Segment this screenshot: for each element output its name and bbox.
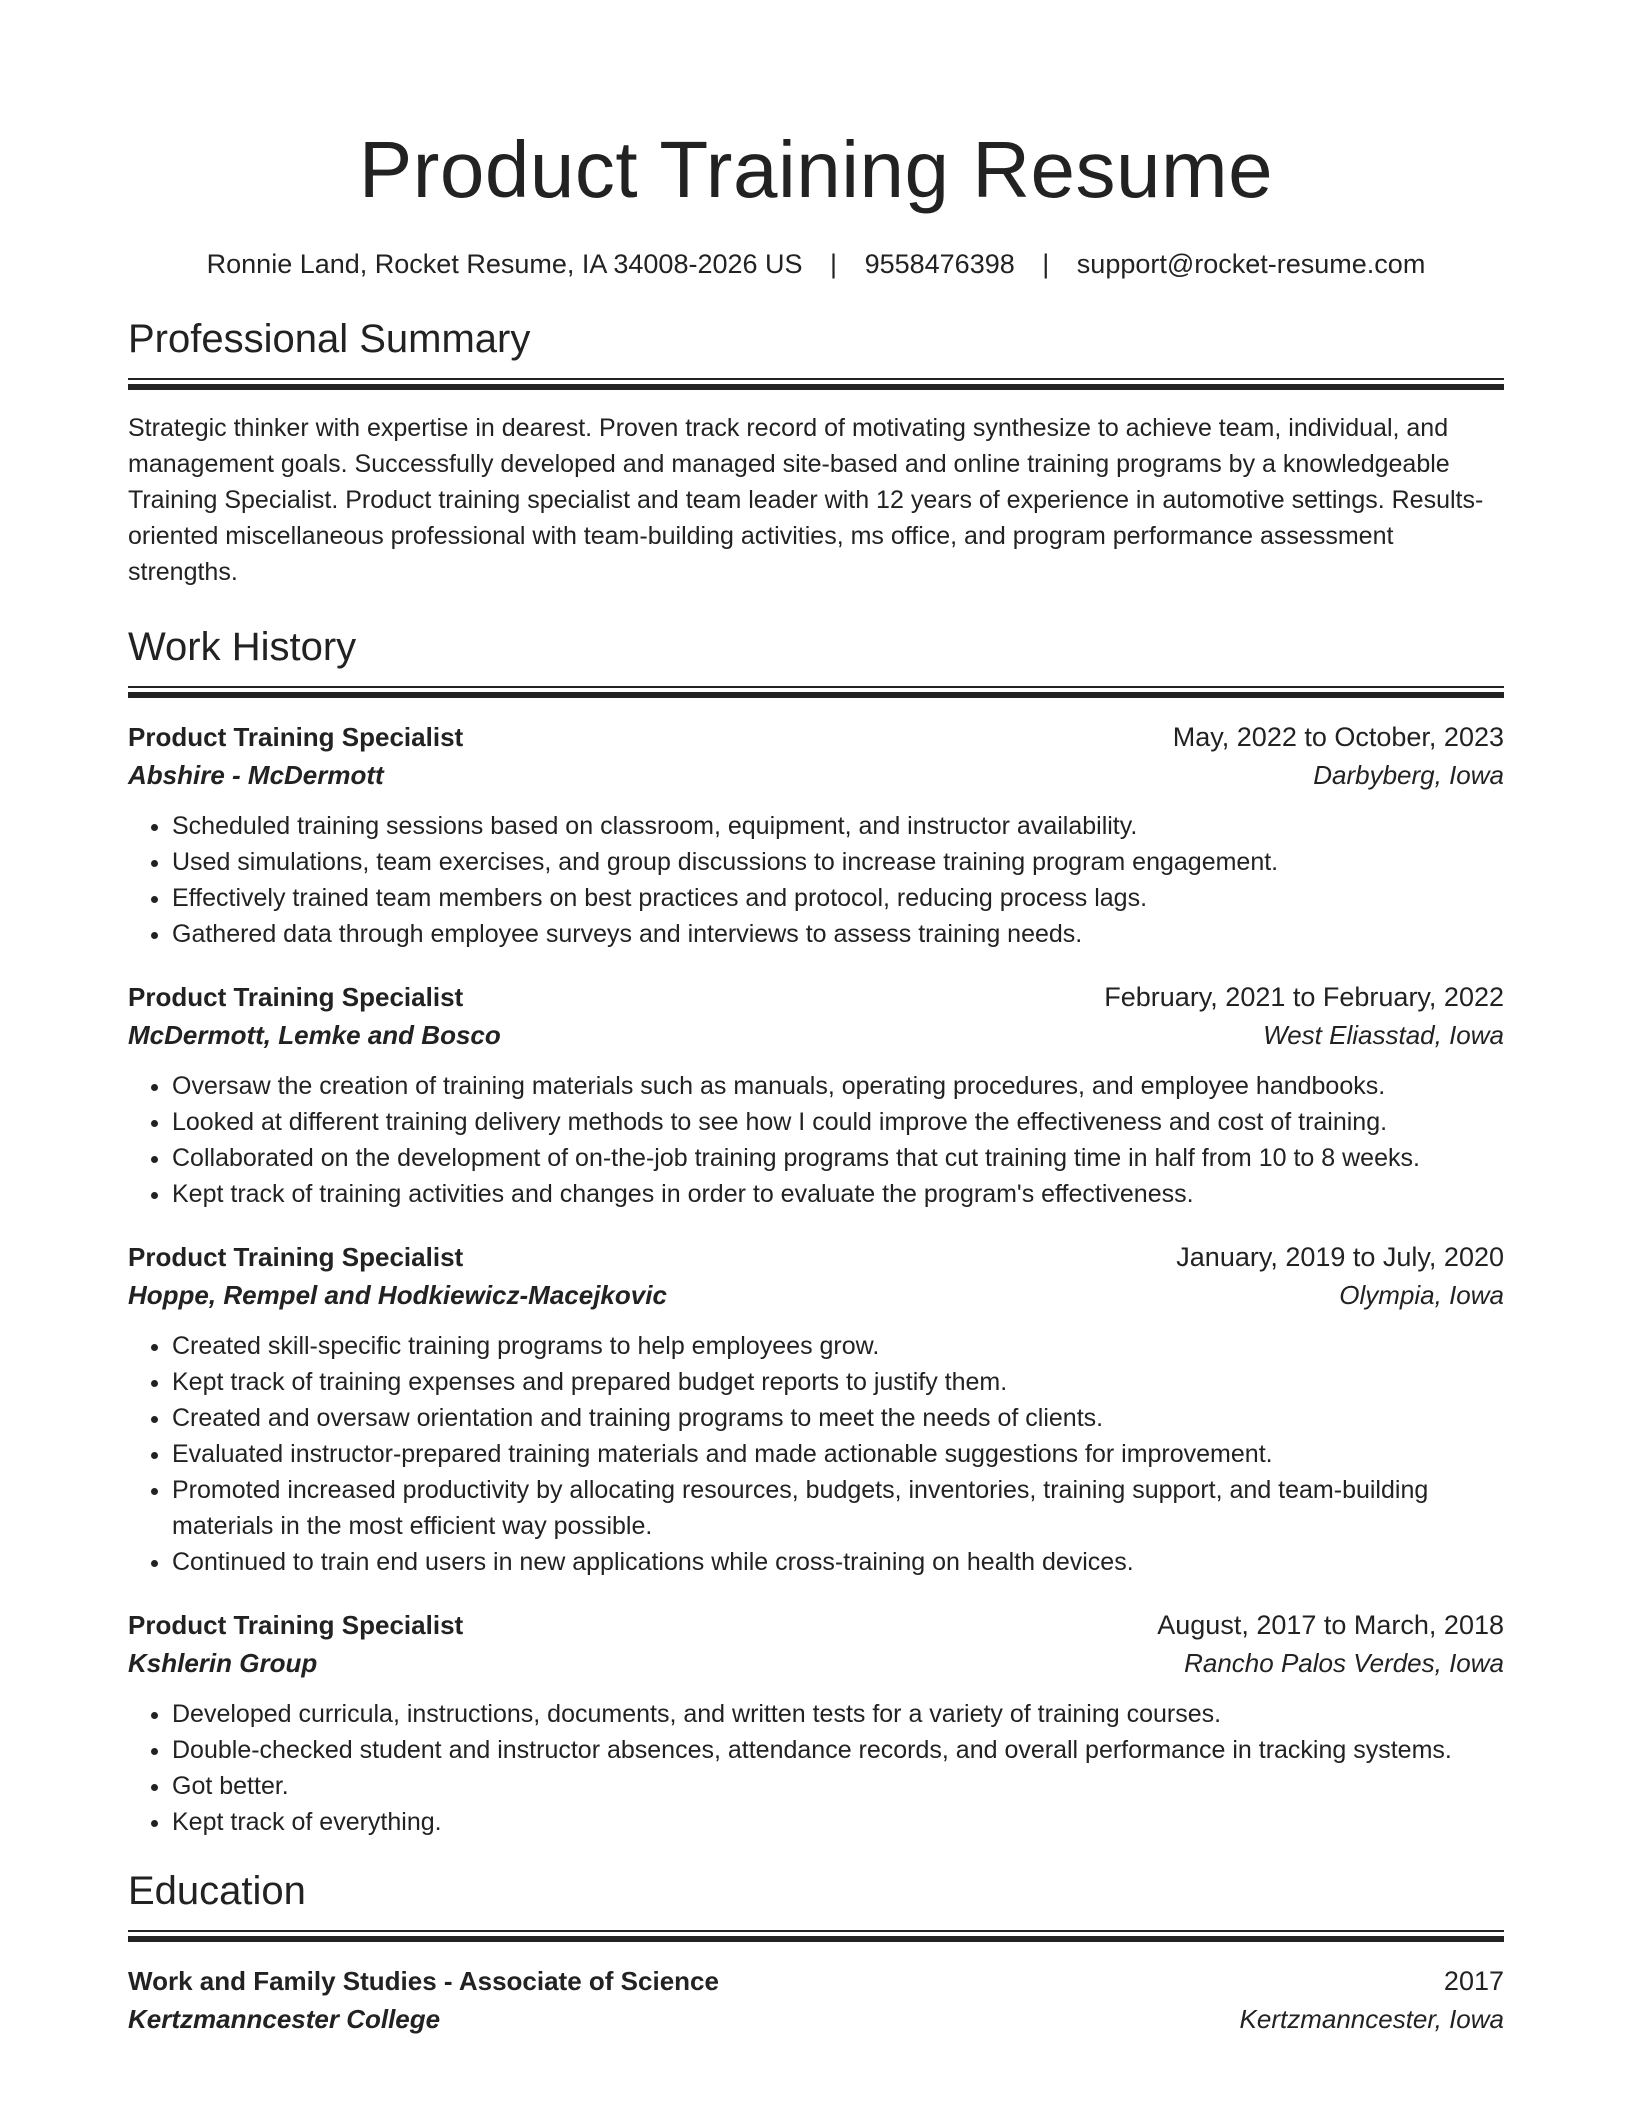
bullet-item: • Gathered data through employee surveys and interviews to assess training needs. — [172, 916, 1504, 952]
bullet-item: • Used simulations, team exercises, and group discussions to increase training program engagement. — [172, 844, 1504, 880]
job-title: Product Training Specialist — [128, 722, 464, 752]
job-dates: February, 2021 to February, 2022 — [1104, 982, 1504, 1012]
company-name: Abshire - McDermott — [128, 760, 384, 790]
bullet-item: • Created skill-specific training programs to help employees grow. — [172, 1328, 1504, 1364]
contact-line — [128, 246, 1504, 282]
bullet-item: • Developed curricula, instructions, documents, and written tests for a variety of training courses. — [172, 1696, 1504, 1732]
bullet-item: • Collaborated on the development of on-the-job training programs that cut training time in half from 10 to 8 weeks. — [172, 1140, 1504, 1176]
bullet-item: • Promoted increased productivity by allocating resources, budgets, inventories, training support, and team-building materials in the most efficient way possible. — [172, 1472, 1504, 1544]
job-location: Darbyberg, Iowa — [1313, 760, 1504, 790]
section-divider — [128, 686, 1504, 698]
bullet-item: • Continued to train end users in new applications while cross-training on health devices. — [172, 1544, 1504, 1580]
section-divider — [128, 1930, 1504, 1942]
bullet-item: • Kept track of everything. — [172, 1804, 1504, 1840]
contact-separator: | — [830, 249, 838, 279]
company-name: Kshlerin Group — [128, 1648, 318, 1678]
contact-separator: | — [1042, 249, 1050, 279]
bullet-item: • Got better. — [172, 1768, 1504, 1804]
company-name: McDermott, Lemke and Bosco — [128, 1020, 501, 1050]
school-name: Kertzmanncester College — [128, 2004, 441, 2034]
contact-email: support@rocket-resume.com — [1076, 249, 1426, 279]
professional-summary-section — [128, 314, 1504, 590]
degree-title: Work and Family Studies - Associate of Science — [128, 1966, 719, 1996]
bullet-item: • Double-checked student and instructor absences, attendance records, and overall performance in tracking systems. — [172, 1732, 1504, 1768]
bullet-item: • Kept track of training expenses and prepared budget reports to justify them. — [172, 1364, 1504, 1400]
summary-text: Strategic thinker with expertise in dearest. Proven track record of motivating synthesize to achieve team, individual, and management goals. Successfully developed and managed site-based and online training programs by a knowledgeable Training Specialist. Product training specialist and team leader with 12 years of experience in automotive settings. Results-oriented miscellaneous professional with team-building activities, ms office, and program performance assessment strengths. — [128, 414, 1484, 586]
school-location: Kertzmanncester, Iowa — [1239, 2004, 1504, 2034]
job-title: Product Training Specialist — [128, 982, 464, 1012]
section-heading: Education — [128, 1869, 306, 1913]
job-dates: January, 2019 to July, 2020 — [1176, 1242, 1504, 1272]
bullet-item: • Looked at different training delivery methods to see how I could improve the effectiveness and cost of training. — [172, 1104, 1504, 1140]
section-heading: Work History — [128, 625, 357, 669]
job-location: Olympia, Iowa — [1339, 1280, 1504, 1310]
job-location: West Eliasstad, Iowa — [1263, 1020, 1504, 1050]
page-title: Product Training Resume — [358, 125, 1274, 214]
contact-phone: 9558476398 — [864, 249, 1015, 279]
job-bullets — [128, 1328, 1504, 1580]
bullet-item: • Effectively trained team members on best practices and protocol, reducing process lags. — [172, 880, 1504, 916]
job-entry — [128, 1606, 1504, 1840]
contact-address: Ronnie Land, Rocket Resume, IA 34008-2026 US — [206, 249, 803, 279]
bullet-item: • Kept track of training activities and changes in order to evaluate the program's effectiveness. — [172, 1176, 1504, 1212]
job-title: Product Training Specialist — [128, 1610, 464, 1640]
company-name: Hoppe, Rempel and Hodkiewicz-Macejkovic — [128, 1280, 667, 1310]
section-heading: Professional Summary — [128, 317, 531, 361]
job-entry — [128, 1238, 1504, 1580]
job-bullets — [128, 808, 1504, 952]
work-history-section — [128, 622, 1504, 1840]
bullet-item: • Scheduled training sessions based on classroom, equipment, and instructor availability. — [172, 808, 1504, 844]
job-dates: August, 2017 to March, 2018 — [1157, 1610, 1504, 1640]
job-location: Rancho Palos Verdes, Iowa — [1184, 1648, 1504, 1678]
graduation-year: 2017 — [1443, 1966, 1504, 1996]
bullet-item: • Oversaw the creation of training materials such as manuals, operating procedures, and employee handbooks. — [172, 1068, 1504, 1104]
bullet-item: • Evaluated instructor-prepared training materials and made actionable suggestions for improvement. — [172, 1436, 1504, 1472]
bullet-item: • Created and oversaw orientation and training programs to meet the needs of clients. — [172, 1400, 1504, 1436]
education-section — [128, 1866, 1504, 2038]
job-entry — [128, 718, 1504, 952]
job-dates: May, 2022 to October, 2023 — [1172, 722, 1504, 752]
section-divider — [128, 378, 1504, 390]
job-bullets — [128, 1696, 1504, 1840]
job-title: Product Training Specialist — [128, 1242, 464, 1272]
job-bullets — [128, 1068, 1504, 1212]
job-entry — [128, 978, 1504, 1212]
